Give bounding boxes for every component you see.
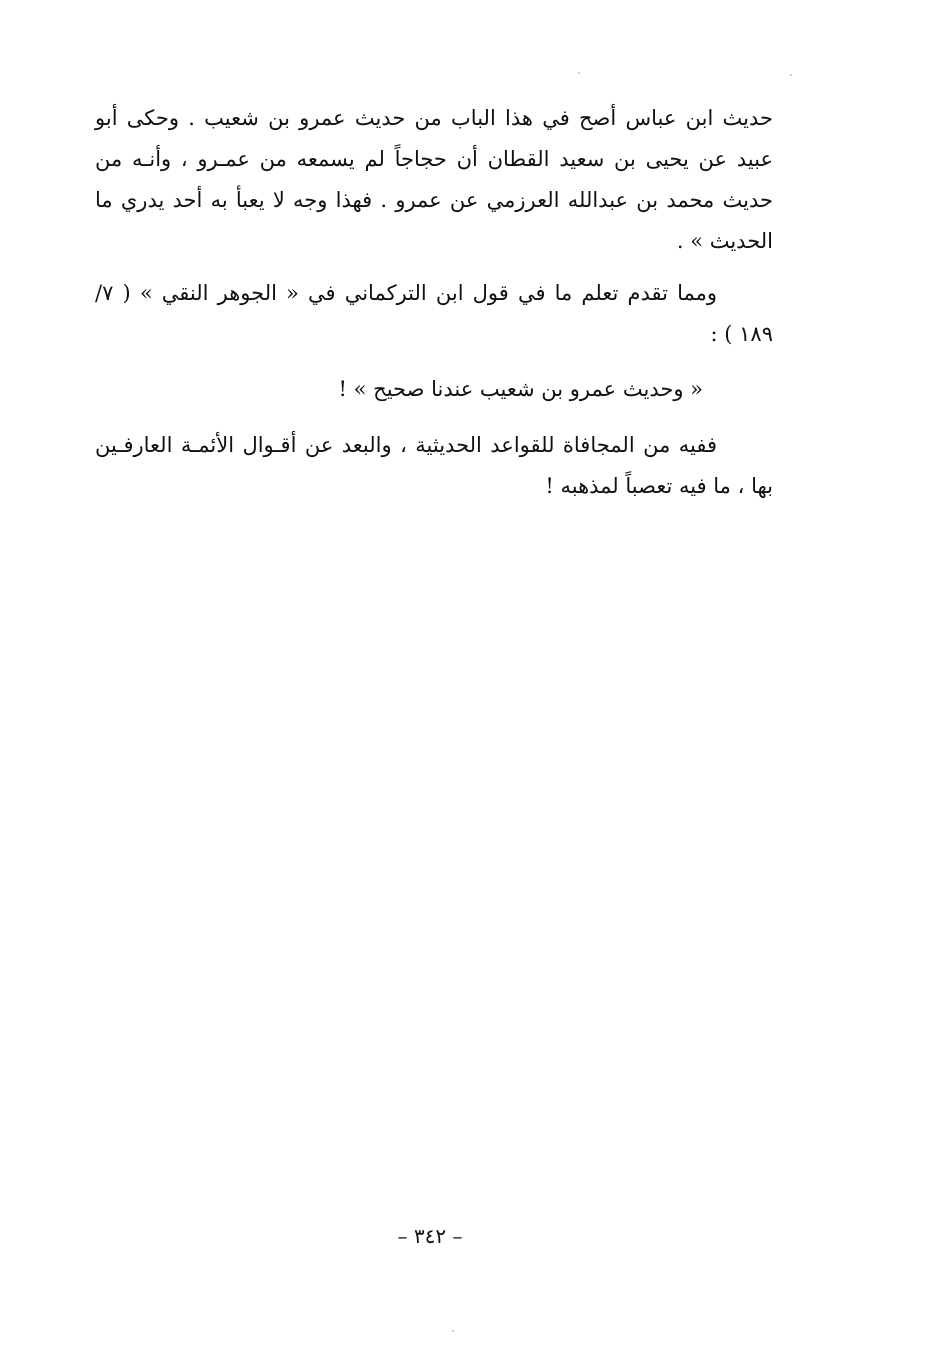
quoted-statement: « وحديث عمرو بن شعيب عندنا صحيح » !: [338, 377, 703, 401]
paragraph-ibn-turkmani-reference: ومما تقدم تعلم ما في قول ابن التركماني في « الجوهر النقي » ( ٧/ ١٨٩ ) :: [95, 281, 773, 346]
main-text-block: [95, 98, 773, 507]
scan-speck: [578, 72, 580, 74]
page-number: – ٣٤٢ –: [397, 1224, 463, 1248]
paragraph-conclusion: ففيه من المجافاة للقواعد الحديثية ، والبعد عن أقـوال الأئمـة العارفـين بها ، ما فيه تعصباً لمذهبه !: [95, 433, 773, 498]
scan-speck: [790, 74, 792, 76]
paragraph-continuation: حديث ابن عباس أصح في هذا الباب من حديث عمرو بن شعيب . وحكى أبو عبيد عن يحيى بن سعيد القطان أن حجاجاً لم يسمعه من عمـرو ، وأنـه من حديث محمد بن عبدالله العرزمي عن عمرو . فهذا وجه لا يعبأ به أحد يدري ما الحديث » .: [95, 106, 773, 253]
scan-speck: [452, 1330, 454, 1332]
